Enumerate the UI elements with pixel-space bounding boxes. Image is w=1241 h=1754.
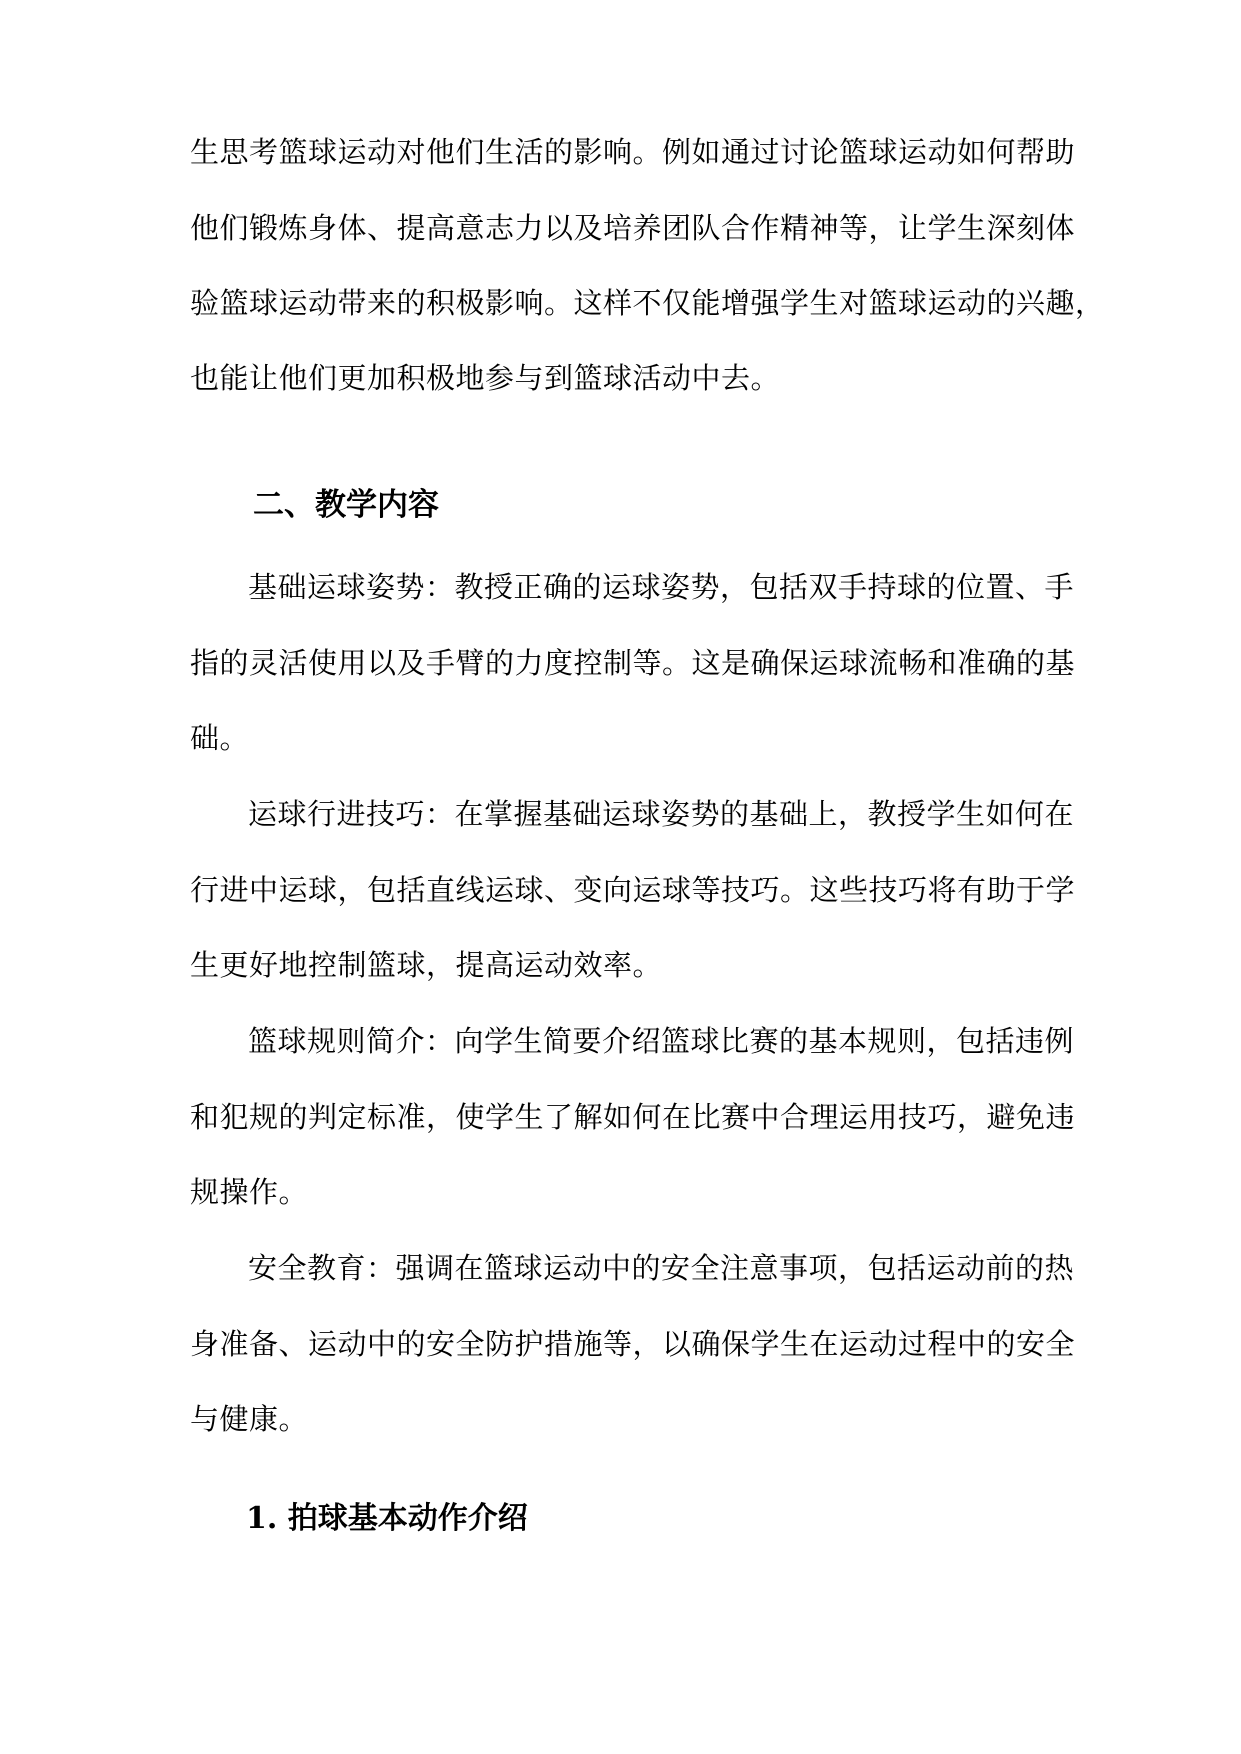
paragraph-1-line-1: 基础运球姿势：教授正确的运球姿势，包括双手持球的位置、手 xyxy=(248,570,1075,604)
paragraph-4-line-3: 与健康。 xyxy=(190,1402,309,1436)
paragraph-3-line-3: 规操作。 xyxy=(190,1175,309,1209)
paragraph-1-line-3: 础。 xyxy=(190,721,250,755)
intro-line-2: 他们锻炼身体、提高意志力以及培养团队合作精神等，让学生深刻体 xyxy=(190,211,1076,245)
paragraph-2-line-1: 运球行进技巧：在掌握基础运球姿势的基础上，教授学生如何在 xyxy=(248,797,1075,831)
intro-line-4: 也能让他们更加积极地参与到篮球活动中去。 xyxy=(190,361,781,395)
paragraph-2-line-2: 行进中运球，包括直线运球、变向运球等技巧。这些技巧将有助于学 xyxy=(190,873,1076,907)
paragraph-3-line-1: 篮球规则简介：向学生简要介绍篮球比赛的基本规则，包括违例 xyxy=(248,1024,1075,1058)
subheading-1: 1. 拍球基本动作介绍 xyxy=(246,1501,528,1536)
paragraph-2-line-3: 生更好地控制篮球，提高运动效率。 xyxy=(190,948,663,982)
paragraph-1-line-2: 指的灵活使用以及手臂的力度控制等。这是确保运球流畅和准确的基 xyxy=(190,646,1076,680)
paragraph-4-line-1: 安全教育：强调在篮球运动中的安全注意事项，包括运动前的热 xyxy=(248,1251,1075,1285)
paragraph-3-line-2: 和犯规的判定标准，使学生了解如何在比赛中合理运用技巧，避免违 xyxy=(190,1100,1076,1134)
intro-line-1: 生思考篮球运动对他们生活的影响。例如通过讨论篮球运动如何帮助 xyxy=(190,135,1076,169)
section-heading: 二、教学内容 xyxy=(253,487,439,523)
paragraph-4-line-2: 身准备、运动中的安全防护措施等，以确保学生在运动过程中的安全 xyxy=(190,1327,1076,1361)
intro-line-3: 验篮球运动带来的积极影响。这样不仅能增强学生对篮球运动的兴趣， xyxy=(190,286,1105,320)
